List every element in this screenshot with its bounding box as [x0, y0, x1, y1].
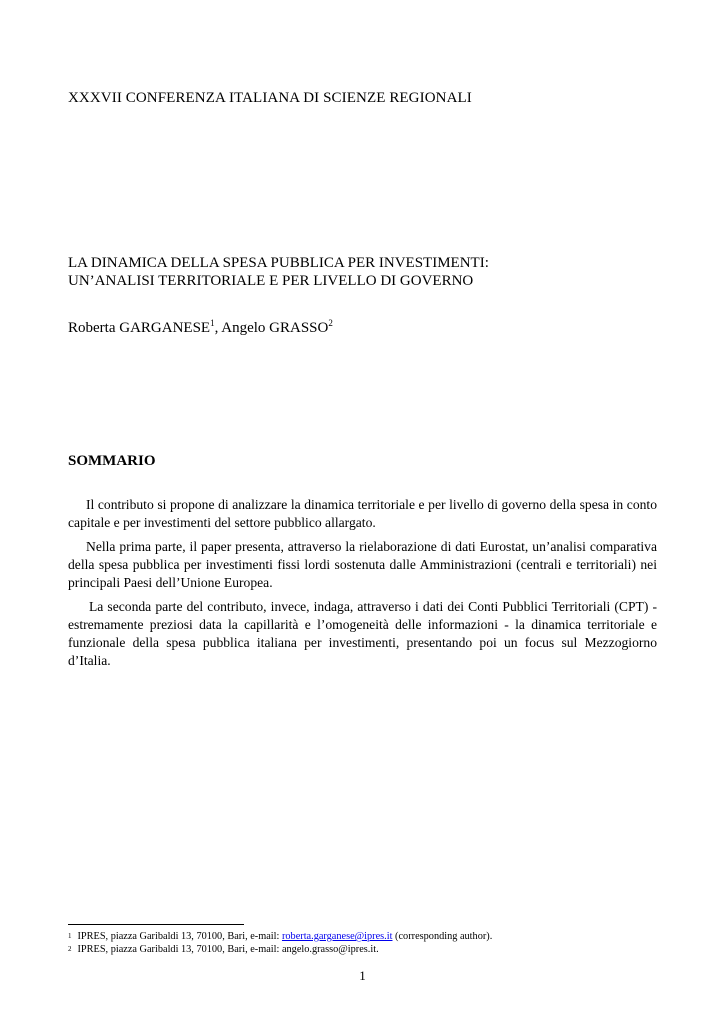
author-list	[68, 320, 333, 337]
conference-name: XXXVII CONFERENZA ITALIANA DI SCIENZE REGIONALI	[68, 90, 472, 106]
paper-title-line-2: UN’ANALISI TERRITORIALE E PER LIVELLO DI GOVERNO	[68, 273, 474, 289]
abstract-body	[68, 496, 657, 676]
abstract-paragraph-1: Il contributo si propone di analizzare la dinamica territoriale e per livello di governo della spesa in conto capitale e per investimenti del settore pubblico allargato.	[68, 497, 657, 530]
footnote-email-link[interactable]: roberta.garganese@ipres.it	[281, 931, 393, 942]
author-name-2: Angelo GRASSO	[221, 320, 329, 336]
paper-title-line-1: LA DINAMICA DELLA SPESA PUBBLICA PER INVESTIMENTI:	[68, 255, 489, 271]
footnote-2	[68, 943, 492, 956]
footnote-mark-1: 1	[68, 932, 72, 940]
author-separator: ,	[214, 320, 222, 336]
page-number: 1	[359, 968, 366, 983]
footnote-mark-2: 2	[68, 945, 72, 953]
section-heading: SOMMARIO	[68, 453, 156, 469]
footnote-divider	[68, 924, 244, 925]
author-name-1: Roberta GARGANESE	[68, 320, 211, 336]
author-footnote-mark-1: 1	[210, 318, 215, 328]
footnote-2-text: IPRES, piazza Garibaldi 13, 70100, Bari, e-mail: angelo.grasso@ipres.it.	[77, 944, 379, 955]
footnote-1-text-after: (corresponding author).	[392, 931, 493, 942]
author-footnote-mark-2: 2	[328, 318, 333, 328]
abstract-paragraph-3: La seconda parte del contributo, invece, indaga, attraverso i dati dei Conti Pubblici Territoriali (CPT) - estremamente preziosi data la capillarità e l’omogeneità delle informazioni - la dinamica territoriale e funzionale della spesa pubblica italiana per investimenti, presentando poi un focus sul Mezzogiorno d’Italia.	[68, 599, 657, 668]
footnote-1-text: IPRES, piazza Garibaldi 13, 70100, Bari, e-mail:	[77, 931, 282, 942]
footnote-1	[68, 930, 492, 943]
paper-title	[68, 254, 489, 290]
footnotes	[68, 930, 492, 956]
abstract-paragraph-2: Nella prima parte, il paper presenta, attraverso la rielaborazione di dati Eurostat, un’analisi comparativa della spesa pubblica per investimenti fissi lordi sostenuta dalle Amministrazioni (centrali e territoriali) nei principali Paesi dell’Unione Europea.	[68, 539, 657, 590]
